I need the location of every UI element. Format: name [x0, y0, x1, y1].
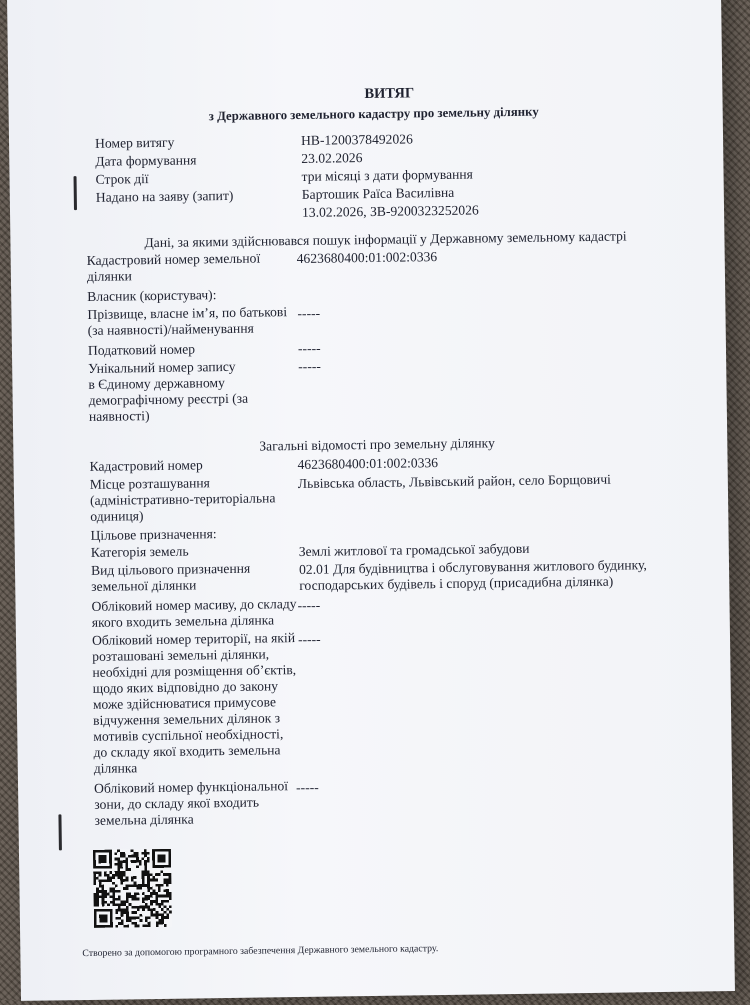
search-cadastral-label: Кадастровий номер земельної	[86, 250, 261, 268]
tax-number-label: Податковий номер	[87, 341, 196, 358]
category-value: Землі житлової та громадської забудови	[298, 540, 530, 560]
territory-label-6: відчуження земельних ділянок з	[93, 710, 281, 728]
search-section-heading: Дані, за якими здійснювався пошук інформації у Державному земельному кадастрі	[144, 228, 627, 251]
search-cadastral-value: 4623680400:01:002:0336	[296, 249, 438, 267]
territory-label-7: мотивів суспільної необхідності,	[93, 726, 284, 744]
request-name: Бартошик Раїса Василівна	[301, 184, 455, 202]
staple-top	[74, 176, 77, 210]
document-title: ВИТЯГ	[364, 85, 415, 103]
massif-label-2: якого входить земельна ділянка	[91, 612, 275, 630]
territory-label-2: розташовані земельні ділянки,	[92, 646, 270, 664]
search-cadastral-label-2: ділянки	[86, 268, 132, 284]
general-section-heading: Загальні відомості про земельну ділянку	[259, 435, 495, 454]
location-label-3: одиниця)	[90, 508, 144, 524]
unique-record-label: Унікальний номер запису	[88, 358, 236, 376]
request-ref: 13.02.2026, ЗВ-9200323252026	[301, 202, 479, 220]
purpose-type-label-2: земельної ділянки	[91, 577, 197, 594]
purpose-type-value-2: господарських будівель і споруд (присадибна ділянка)	[299, 573, 614, 594]
extract-number-label: Номер витягу	[94, 134, 175, 151]
document-subtitle: з Державного земельного кадастру про земельну ділянку	[208, 104, 539, 124]
territory-label-9: ділянка	[93, 760, 138, 776]
general-cadastral-label: Кадастровий номер	[89, 457, 203, 474]
massif-label: Обліковий номер масиву, до складу	[91, 596, 297, 614]
formation-date-label: Дата формування	[95, 152, 197, 169]
extract-number-value: НВ-1200378492026	[300, 131, 413, 148]
request-label: Надано на заяву (запит)	[95, 187, 234, 205]
unique-record-label-4: наявності)	[88, 408, 150, 424]
category-label: Категорія земель	[90, 543, 189, 560]
owner-label: Власник (користувач):	[87, 287, 217, 304]
zone-label-2: зони, до складу якої входить	[94, 794, 260, 812]
general-cadastral-value: 4623680400:01:002:0336	[297, 455, 439, 473]
territory-label-8: до складу якої входить земельна	[93, 742, 281, 760]
tax-number-value: -----	[297, 340, 321, 357]
location-value: Львівська область, Львівський район, село Борщовичі	[297, 471, 611, 492]
zone-label-3: земельна ділянка	[94, 811, 194, 828]
unique-record-label-3: демографічному реєстрі (за	[88, 390, 249, 408]
owner-name-value: -----	[297, 305, 321, 322]
territory-label-4: щодо яких відповідно до закону	[92, 678, 279, 696]
owner-name-label-2: (за наявності)/найменування	[87, 320, 254, 338]
purpose-type-value: 02.01 Для будівництва і обслуговування житлового будинку,	[298, 557, 647, 578]
formation-date-value: 23.02.2026	[301, 150, 363, 166]
qr-code-icon	[93, 849, 172, 928]
purpose-label: Цільове призначення:	[90, 526, 217, 543]
purpose-type-label: Вид цільового призначення	[90, 560, 251, 578]
unique-record-value: -----	[298, 358, 321, 375]
location-label-2: (адміністративно-територіальна	[89, 490, 276, 508]
zone-value: -----	[295, 779, 319, 796]
document-page	[7, 0, 735, 1001]
territory-value: -----	[297, 631, 321, 648]
validity-value: три місяці з дати формування	[301, 166, 473, 184]
footer-note: Створено за допомогою програмного забезпечення Державного земельного кадастру.	[82, 943, 439, 960]
territory-label-3: необхідні для розміщення об’єктів,	[92, 662, 297, 680]
territory-label: Обліковий номер території, на якій	[91, 630, 296, 648]
owner-name-label: Прізвище, власне ім’я, по батькові	[87, 304, 288, 322]
zone-label: Обліковий номер функціональної	[93, 778, 289, 796]
massif-value: -----	[297, 597, 321, 614]
staple-bottom	[58, 814, 62, 850]
territory-label-5: може здійснюватися примусове	[92, 694, 277, 712]
unique-record-label-2: в Єдиному державному	[88, 375, 225, 392]
validity-label: Строк дії	[95, 171, 149, 187]
location-label: Місце розташування	[89, 475, 210, 492]
